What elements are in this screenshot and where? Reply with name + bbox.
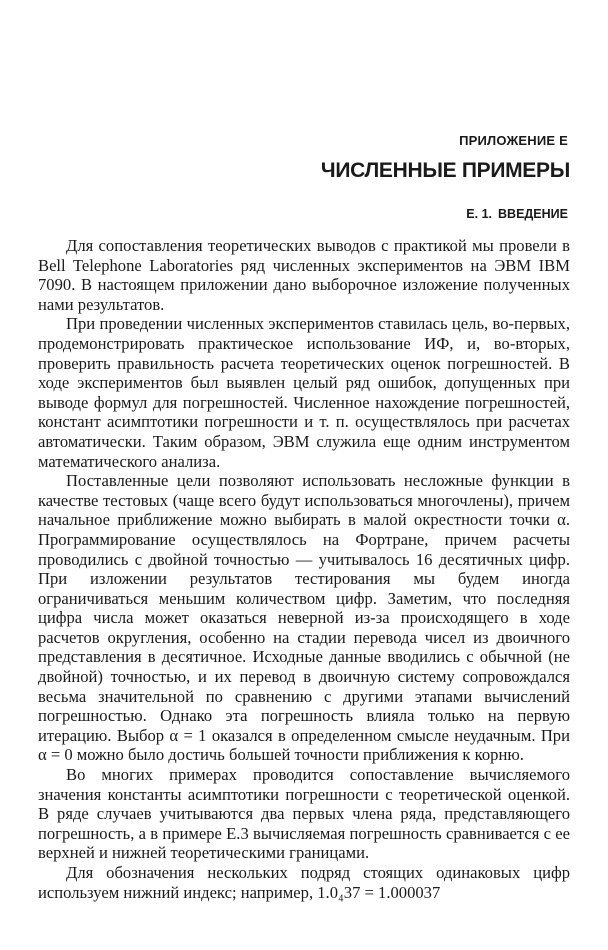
- appendix-label: ПРИЛОЖЕНИЕ Е: [459, 133, 568, 148]
- section-heading: [466, 207, 568, 221]
- body-text: [38, 236, 570, 902]
- paragraph: Для сопоставления теоретических выводов с практикой мы провели в Bell Telephone Laboratories ряд численных экспериментов на ЭВМ IBM 7090. В настоящем приложении дано выборочное изложение полученных нами результатов.: [38, 236, 570, 314]
- paragraph: Во многих примерах проводится сопоставление вычисляемого значения константы асимптотики погрешности с теоретической оценкой. В ряде случаев учитываются два первых члена ряда, представляющего погрешность, а в примере Е.3 вычисляемая погрешность сравнивается с ее верхней и нижней теоретическими границами.: [38, 765, 570, 863]
- section-number: Е. 1.: [466, 207, 493, 221]
- section-title: ВВЕДЕНИЕ: [498, 207, 568, 221]
- paragraph: При проведении численных экспериментов ставилась цель, во-первых, продемонстрировать практическое использование ИФ, и, во-вторых, проверить правильность расчета теоретических оценок погрешностей. В ходе экспериментов был выявлен целый ряд ошибок, допущенных при выводе формул для погрешностей. Численное нахождение погрешностей, констант асимптотики погрешности и т. п. осуществлялось при расчетах автоматически. Таким образом, ЭВМ служила еще одним инструментом математического анализа.: [38, 314, 570, 471]
- chapter-title: ЧИСЛЕННЫЕ ПРИМЕРЫ: [320, 159, 570, 182]
- paragraph: Поставленные цели позволяют использовать несложные функции в качестве тестовых (чаще всего будут использоваться многочлены), причем начальное приближение можно выбирать в малой окрестности точки α. Программирование осуществлялось на Фортране, причем расчеты проводились с двойной точностью — учитывалось 16 десятичных цифр. При изложении результатов тестирования мы будем иногда ограничиваться меньшим количеством цифр. Заметим, что последняя цифра числа может оказаться неверной из-за происходящего в ходе расчетов округления, особенно на стадии перевода чисел из двоичного представления в десятичное. Исходные данные вводились с обычной (не двойной) точностью, и их перевод в двоичную систему сопровождался весьма значительной по сравнению с другими этапами вычислений погрешностью. Однако эта погрешность влияла только на первую итерацию. Выбор α = 1 оказался в определенном смысле неудачным. При α = 0 можно было достичь большей точности приближения к корню.: [38, 471, 570, 765]
- paragraph: Для обозначения нескольких подряд стоящих одинаковых цифр используем нижний индекс; например, 1.0₄37 = 1.000037: [38, 863, 570, 902]
